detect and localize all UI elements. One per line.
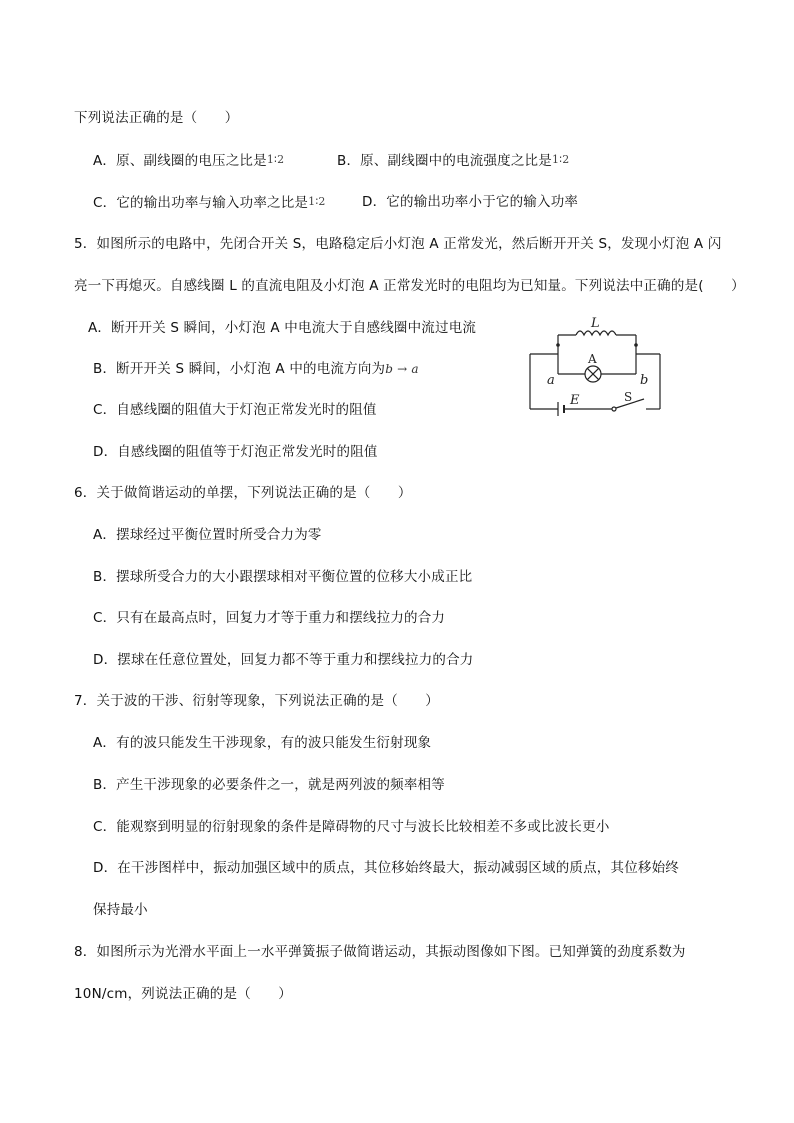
q4-option-c (93, 193, 326, 212)
label-S: S (624, 390, 633, 404)
q4-option-b (337, 151, 569, 170)
q5-option-c: C．自感线圈的阻值大于灯泡正常发光时的阻值 (93, 402, 377, 418)
q5-circuit-figure (528, 312, 668, 422)
q6-option-c: C．只有在最高点时，回复力才等于重力和摆线拉力的合力 (93, 610, 446, 626)
q4-option-d: D．它的输出功率小于它的输入功率 (362, 194, 579, 210)
q7-option-c: C．能观察到明显的衍射现象的条件是障碍物的尺寸与波长比较相差不多或比波长更小 (93, 819, 610, 835)
q6-option-b: B．摆球所受合力的大小跟摆球相对平衡位置的位移大小成正比 (93, 569, 473, 585)
q7-option-d-line2: 保持最小 (93, 902, 148, 918)
q5-option-d: D．自感线圈的阻值等于灯泡正常发光时的阻值 (93, 444, 378, 460)
q5-stem-line1: 5．如图所示的电路中，先闭合开关 S，电路稳定后小灯泡 A 正常发光，然后断开开关 S，发现小灯泡 A 闪 (74, 236, 722, 252)
q5-option-b-direction: b → a (385, 362, 419, 376)
q4-stem: 下列说法正确的是（ ） (74, 110, 239, 126)
q8-stem-line2: 10N/cm，列说法正确的是（ ） (74, 986, 292, 1002)
q6-option-d: D．摆球在任意位置处，回复力都不等于重力和摆线拉力的合力 (93, 652, 474, 668)
q8-stem-line1: 8．如图所示为光滑水平面上一水平弹簧振子做简谐运动，其振动图像如下图。已知弹簧的劲度系数为 (74, 944, 686, 960)
q7-option-d-line1: D．在干涉图样中，振动加强区域中的质点，其位移始终最大，振动减弱区域的质点，其位移始终 (93, 860, 679, 876)
q6-option-a: A．摆球经过平衡位置时所受合力为零 (93, 527, 322, 543)
label-E: E (570, 393, 580, 408)
inductor-coil (576, 331, 616, 335)
q7-option-b: B．产生干涉现象的必要条件之一，就是两列波的频率相等 (93, 777, 445, 793)
q5-option-b (93, 360, 419, 378)
q5-stem-line2: 亮一下再熄灭。自感线圈 L 的直流电阻及小灯泡 A 正常发光时的电阻均为已知量。下列说法中正确的是( ） (74, 278, 745, 294)
q4-option-a-ratio: 1∶2 (266, 153, 285, 166)
q4-option-a (93, 151, 284, 170)
q4-option-b-text: B．原、副线圈中的电流强度之比是 (337, 153, 552, 169)
q7-stem: 7．关于波的干涉、衍射等现象，下列说法正确的是（ ） (74, 693, 439, 709)
label-b: b (640, 373, 649, 388)
q5-option-a: A．断开开关 S 瞬间，小灯泡 A 中电流大于自感线圈中流过电流 (88, 320, 477, 336)
q7-option-a: A．有的波只能发生干涉现象，有的波只能发生衍射现象 (93, 735, 432, 751)
q4-option-b-ratio: 1∶2 (551, 153, 570, 166)
q5-option-b-text: B．断开开关 S 瞬间，小灯泡 A 中的电流方向为 (93, 361, 386, 377)
q4-option-a-text: A．原、副线圈的电压之比是 (93, 153, 267, 169)
label-A: A (588, 352, 597, 366)
q6-stem: 6．关于做简谐运动的单摆，下列说法正确的是（ ） (74, 485, 412, 501)
q4-option-c-text: C．它的输出功率与输入功率之比是 (93, 195, 309, 211)
label-L: L (591, 316, 600, 331)
q4-option-c-ratio: 1∶2 (308, 195, 326, 208)
label-a: a (547, 373, 555, 388)
